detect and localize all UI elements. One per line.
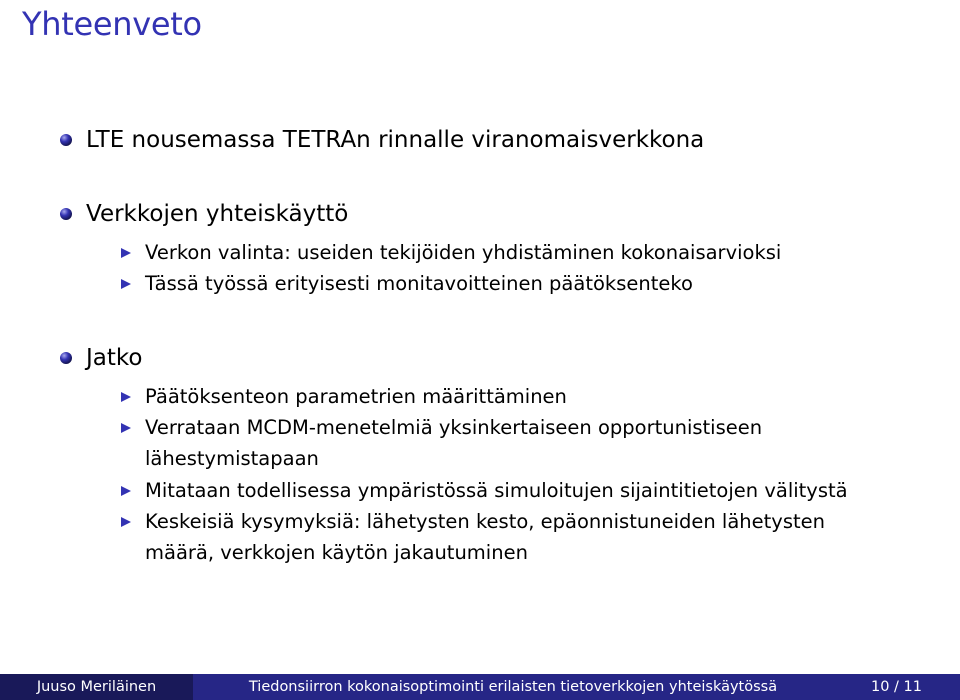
footer-bar	[0, 674, 960, 700]
ball-bullet-icon	[55, 203, 77, 225]
triangle-bullet-icon	[120, 247, 132, 259]
sub-bullet-item-continuation: määrä, verkkojen käytön jakautuminen	[145, 541, 528, 564]
triangle-bullet-icon	[120, 391, 132, 403]
footer-title: Tiedonsiirron kokonaisoptimointi erilaisten tietoverkkojen yhteiskäytössä	[193, 674, 833, 700]
triangle-bullet-icon	[120, 516, 132, 528]
sub-bullet-item: Verrataan MCDM-menetelmiä yksinkertaiseen opportunistiseen	[145, 416, 763, 439]
sub-bullet-item: Verkon valinta: useiden tekijöiden yhdistäminen kokonaisarvioksi	[145, 241, 782, 264]
triangle-bullet-icon	[120, 278, 132, 290]
sub-bullet-item: Keskeisiä kysymyksiä: lähetysten kesto, epäonnistuneiden lähetysten	[145, 510, 825, 533]
bullet-item: Verkkojen yhteiskäyttö	[86, 201, 349, 227]
bullet-item: LTE nousemassa TETRAn rinnalle viranomaisverkkona	[86, 127, 705, 153]
ball-bullet-icon	[55, 129, 77, 151]
sub-bullet-item: Päätöksenteon parametrien määrittäminen	[145, 385, 567, 408]
footer-author: Juuso Meriläinen	[0, 674, 193, 700]
triangle-bullet-icon	[120, 485, 132, 497]
bullet-item: Jatko	[86, 345, 143, 371]
slide-title: Yhteenveto	[22, 5, 202, 43]
sub-bullet-item: Mitataan todellisessa ympäristössä simuloitujen sijaintitietojen välitystä	[145, 479, 848, 502]
sub-bullet-item: Tässä työssä erityisesti monitavoitteinen päätöksenteko	[145, 272, 693, 295]
footer-page-number: 10 / 11	[833, 674, 960, 700]
triangle-bullet-icon	[120, 422, 132, 434]
sub-bullet-item-continuation: lähestymistapaan	[145, 447, 319, 470]
ball-bullet-icon	[55, 347, 77, 369]
